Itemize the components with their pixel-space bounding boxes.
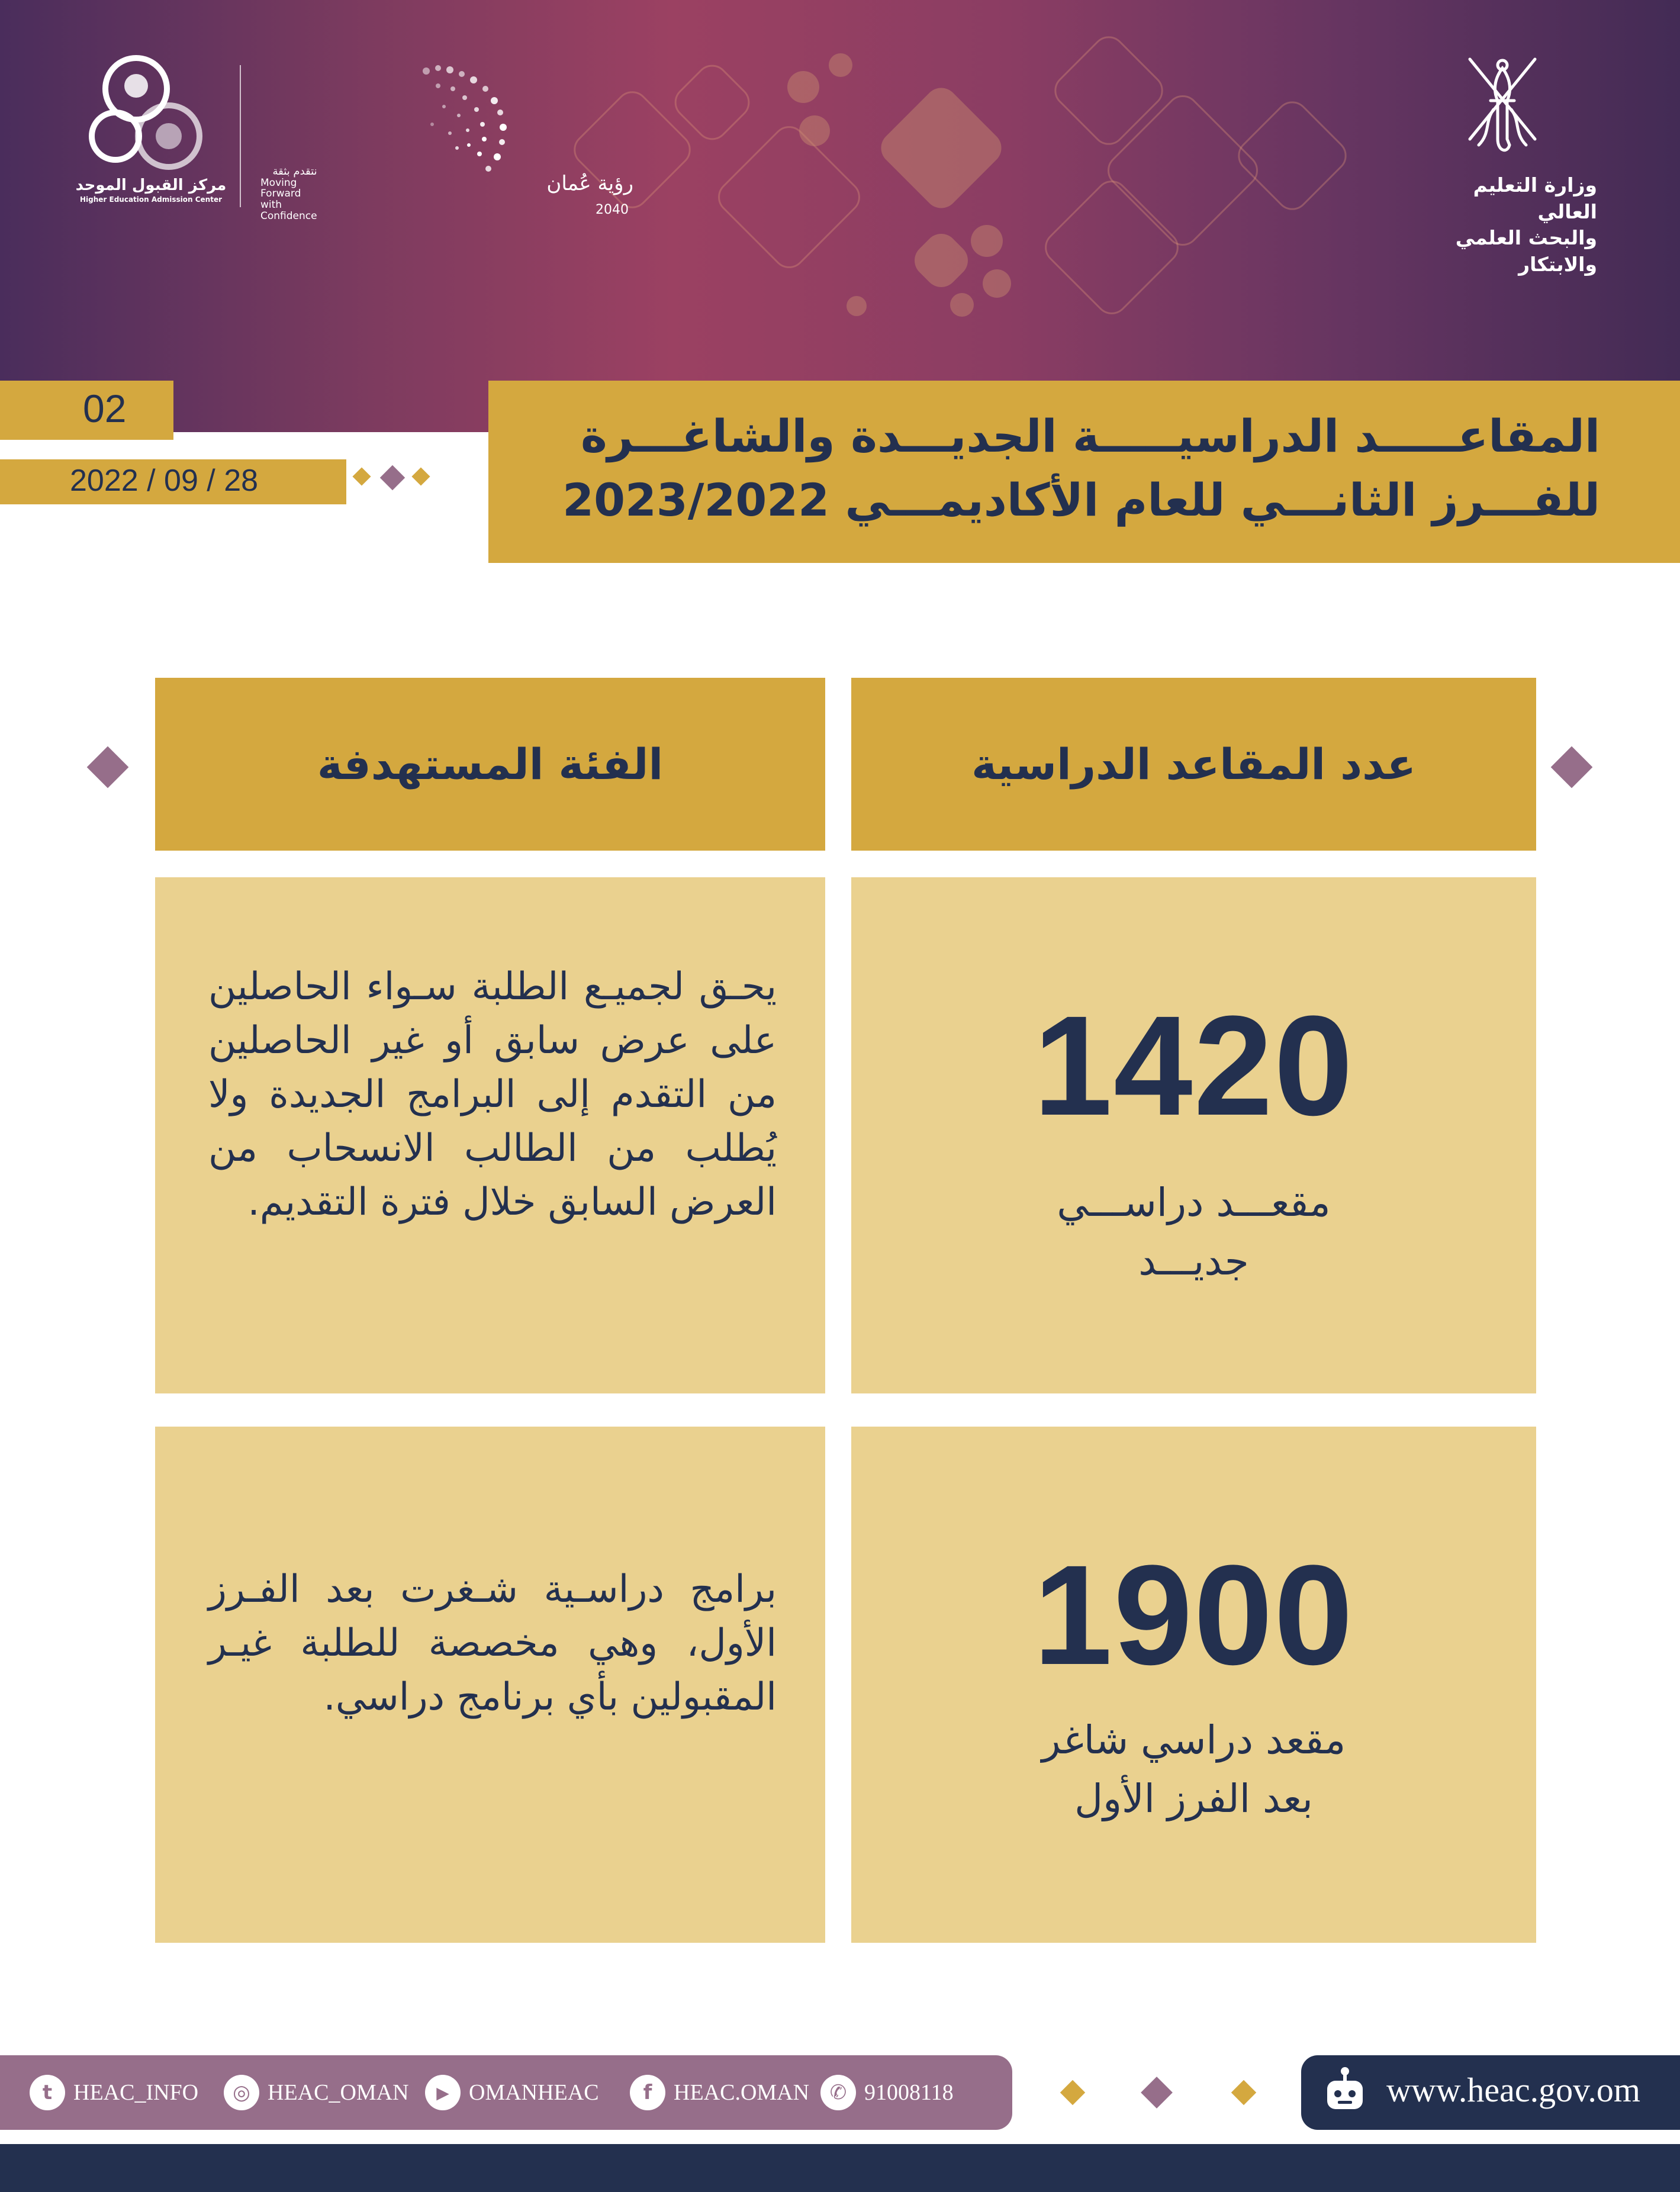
social-twitter[interactable] bbox=[30, 2074, 198, 2111]
vision-label: رؤية عُمان bbox=[546, 172, 633, 195]
diamond-dot-icon bbox=[1231, 2080, 1256, 2105]
new-seats-label-line1: مقعـــد دراســـي bbox=[1057, 1180, 1331, 1225]
table-row-1-seats-cell bbox=[851, 877, 1536, 1393]
new-seats-label-line2: جديـــد bbox=[1138, 1238, 1249, 1284]
instagram-icon: ◎ bbox=[224, 2075, 259, 2110]
column-header-seats-label: عدد المقاعد الدراسية bbox=[971, 739, 1416, 789]
issue-date: 2022 / 09 / 28 bbox=[70, 463, 259, 498]
column-header-target-label: الفئة المستهدفة bbox=[317, 739, 664, 789]
decor-diamond bbox=[1231, 95, 1353, 217]
moving-forward-en-line1: Moving Forward bbox=[260, 176, 301, 200]
youtube-handle: OMANHEAC bbox=[469, 2080, 599, 2105]
heac-logo-icon bbox=[80, 53, 222, 172]
twitter-icon: t bbox=[30, 2075, 65, 2110]
ministry-name-line2: والبحث العلمي والابتكار bbox=[1455, 226, 1597, 276]
new-seats-label bbox=[851, 1173, 1536, 1290]
vacant-seats-label bbox=[851, 1711, 1536, 1828]
decor-diamond bbox=[964, 218, 1009, 263]
instagram-handle: HEAC_OMAN bbox=[268, 2080, 409, 2105]
page-title bbox=[488, 381, 1680, 563]
diamond-dot-icon bbox=[1060, 2080, 1085, 2105]
ministry-name bbox=[1408, 172, 1597, 278]
vision-text bbox=[503, 172, 633, 219]
robot-icon bbox=[1321, 2064, 1369, 2117]
vacant-seats-label-line1: مقعد دراسي شاغر bbox=[1041, 1717, 1346, 1763]
ministry-name-line1: وزارة التعليم العالي bbox=[1473, 173, 1597, 223]
decor-diamond bbox=[907, 227, 974, 294]
decor-diamond bbox=[824, 49, 858, 82]
whatsapp-icon: ✆ bbox=[820, 2075, 856, 2110]
heac-name-arabic: مركز القبول الموحد bbox=[75, 176, 227, 194]
decor-diamond bbox=[977, 263, 1017, 304]
decor-diamond bbox=[711, 119, 867, 275]
new-seats-count: 1420 bbox=[1033, 986, 1354, 1145]
youtube-icon: ▶ bbox=[425, 2075, 461, 2110]
moving-forward-arabic: نتقدم بثقة bbox=[272, 165, 317, 178]
oman-vision-2040-logo bbox=[326, 53, 633, 231]
logo-divider bbox=[240, 65, 241, 207]
website-url[interactable]: www.heac.gov.om bbox=[1386, 2071, 1640, 2109]
moving-forward-logo bbox=[260, 166, 317, 222]
whatsapp-number: 91008118 bbox=[864, 2080, 954, 2105]
table-row-2-target-cell bbox=[155, 1427, 825, 1943]
diamond-dot-icon bbox=[1141, 2077, 1173, 2109]
diamond-dot-icon bbox=[380, 465, 405, 490]
twitter-handle: HEAC_INFO bbox=[73, 2080, 199, 2105]
issue-number: 02 bbox=[83, 387, 127, 430]
diamond-dot-icon bbox=[352, 467, 371, 485]
social-instagram[interactable] bbox=[224, 2074, 409, 2111]
social-whatsapp[interactable] bbox=[820, 2074, 954, 2111]
column-header-target bbox=[155, 678, 825, 851]
vacant-seats-description: برامج دراسـية شـغرت بعد الفـرز الأول، وهي مخصصة للطلبة غيـر المقبولين بأي برنامج دراسي. bbox=[208, 1567, 777, 1719]
social-facebook[interactable] bbox=[630, 2074, 809, 2111]
table-row-1-target-cell bbox=[155, 877, 825, 1393]
heac-name-english: Higher Education Admission Center bbox=[79, 195, 223, 204]
column-header-seats bbox=[851, 678, 1536, 851]
decor-diamond bbox=[781, 65, 826, 110]
table-row-2-seats-cell bbox=[851, 1427, 1536, 1943]
social-youtube[interactable] bbox=[425, 2074, 599, 2111]
title-line1: المقاعـــــد الدراسيـــــة الجديـــدة والشاغـــرة bbox=[580, 410, 1600, 462]
facebook-handle: HEAC.OMAN bbox=[674, 2080, 810, 2105]
vacant-seats-count: 1900 bbox=[1033, 1536, 1354, 1694]
header-banner bbox=[0, 0, 1680, 432]
vacant-seats-label-line2: بعد الفرز الأول bbox=[1074, 1776, 1313, 1821]
title-line2: للفـــرز الثانـــي للعام الأكاديمـــي 2023/2022 bbox=[562, 473, 1600, 526]
new-seats-description: يحـق لجميـع الطلبة سـواء الحاصلين على عرض سابق أو غير الحاصلين من التقدم إلى البرامج الجديدة ولا يُطلب من الطالب الانسحاب من العرض السابق خلال فترة التقديم. bbox=[208, 965, 777, 1224]
moving-forward-en-line2: with Confidence bbox=[260, 199, 317, 222]
heac-logo bbox=[71, 53, 231, 204]
diamond-bullet-icon bbox=[1551, 746, 1593, 788]
vision-year: 2040 bbox=[596, 202, 629, 217]
decor-diamond bbox=[945, 288, 979, 322]
oman-khanjar-emblem-icon bbox=[1461, 50, 1544, 163]
decor-diamond bbox=[874, 81, 1008, 215]
bottom-bar bbox=[0, 2144, 1680, 2192]
diamond-bullet-icon bbox=[87, 746, 129, 788]
facebook-icon: f bbox=[630, 2075, 665, 2110]
decor-diamond bbox=[842, 292, 871, 320]
diamond-dot-icon bbox=[411, 467, 430, 485]
ministry-logo bbox=[1408, 50, 1597, 278]
